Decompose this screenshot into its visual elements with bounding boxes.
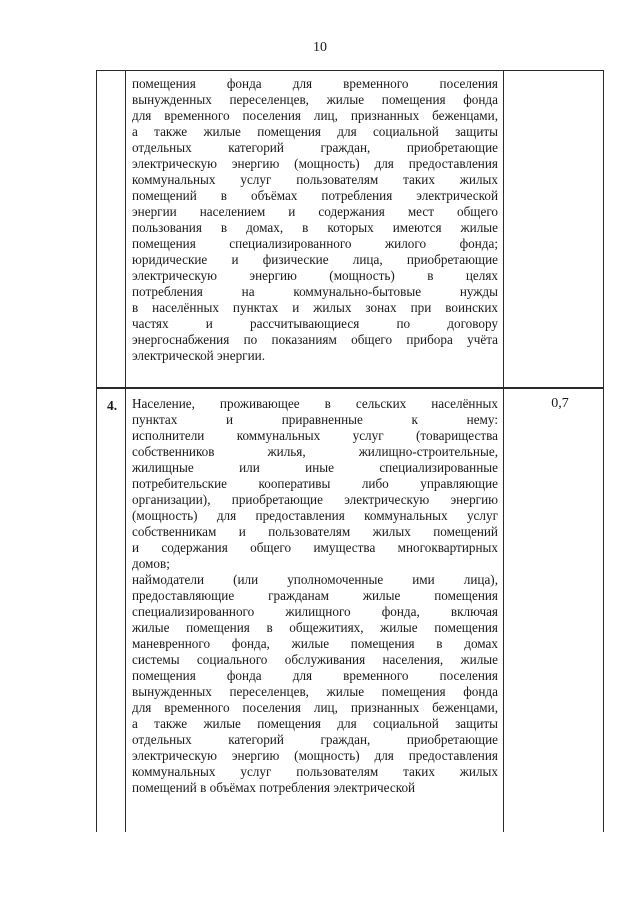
table-top-border: [96, 70, 604, 71]
text-line: жилищные или иные специализированные: [132, 460, 498, 475]
text-line: домов;: [132, 556, 170, 571]
text-line: электрическую энергию (мощность) для предоставления: [132, 748, 498, 763]
text-line: организации), приобретающие электрическую энергию: [132, 492, 498, 507]
text-line: в населённых пунктах и жилых зонах при воинских: [132, 300, 498, 315]
text-line: для временного поселения лиц, признанных беженцами,: [132, 700, 498, 715]
text-line: пользования в домах, в которых имеются жилые: [132, 220, 498, 235]
text-line: и содержания общего имущества многоквартирных: [132, 540, 498, 555]
text-line: собственников жилья, жилищно-строительные,: [132, 444, 498, 459]
text-line: пунктах и приравненные к нему:: [132, 412, 498, 427]
text-line: электрическую энергию (мощность) в целях: [132, 268, 498, 283]
text-line: отдельных категорий граждан, приобретающие: [132, 732, 498, 747]
page-number: 10: [313, 40, 327, 55]
table-column-divider-number: [125, 70, 126, 832]
text-line: помещений в объёмах потребления электрической: [132, 188, 498, 203]
row-value: 0,7: [551, 396, 569, 411]
text-line: системы социального обслуживания населения, жилые: [132, 652, 498, 667]
table-column-divider-value: [503, 70, 504, 832]
text-line: коммунальных услуг пользователям таких жилых: [132, 764, 498, 779]
text-line: предоставляющие гражданам жилые помещения: [132, 588, 498, 603]
text-line: помещения фонда для временного поселения: [132, 76, 498, 91]
table-row-1-text: [132, 76, 498, 364]
text-line: юридические и физические лица, приобретающие: [132, 252, 498, 267]
text-line: помещения специализированного жилого фонда;: [132, 236, 498, 251]
text-line: собственникам и пользователям жилых помещений: [132, 524, 498, 539]
text-line: потребительские кооперативы либо управляющие: [132, 476, 498, 491]
text-line: (мощность) для предоставления коммунальных услуг: [132, 508, 498, 523]
table-row-divider: [96, 387, 604, 389]
text-line: специализированного жилищного фонда, включая: [132, 604, 498, 619]
text-line: вынужденных переселенцев, жилые помещения фонда: [132, 92, 498, 107]
table-right-border: [603, 70, 604, 832]
text-line: а также жилые помещения для социальной защиты: [132, 124, 498, 139]
text-line: потребления на коммунально-бытовые нужды: [132, 284, 498, 299]
text-line: жилые помещения в общежитиях, жилые помещения: [132, 620, 498, 635]
text-line: вынужденных переселенцев, жилые помещения фонда: [132, 684, 498, 699]
text-line: электрической энергии.: [132, 348, 266, 363]
text-line: исполнители коммунальных услуг (товарищества: [132, 428, 498, 443]
text-line: помещений в объёмах потребления электрической: [132, 780, 416, 795]
text-line: частях и рассчитывающиеся по договору: [132, 316, 498, 331]
text-line: для временного поселения лиц, признанных беженцами,: [132, 108, 498, 123]
text-line: энергоснабжения по показаниям общего прибора учёта: [132, 332, 498, 347]
text-line: отдельных категорий граждан, приобретающие: [132, 140, 498, 155]
text-line: энергии населением и содержания мест общего: [132, 204, 498, 219]
text-line: электрическую энергию (мощность) для предоставления: [132, 156, 498, 171]
text-line: маневренного фонда, жилые помещения в домах: [132, 636, 498, 651]
table-left-border: [96, 70, 97, 832]
text-line: а также жилые помещения для социальной защиты: [132, 716, 498, 731]
text-line: Население, проживающее в сельских населённых: [132, 396, 498, 411]
row-number: 4.: [107, 398, 118, 413]
text-line: наймодатели (или уполномоченные ими лица),: [132, 572, 498, 587]
text-line: коммунальных услуг пользователям таких жилых: [132, 172, 498, 187]
text-line: помещения фонда для временного поселения: [132, 668, 498, 683]
table-row-2-text: [132, 396, 498, 796]
